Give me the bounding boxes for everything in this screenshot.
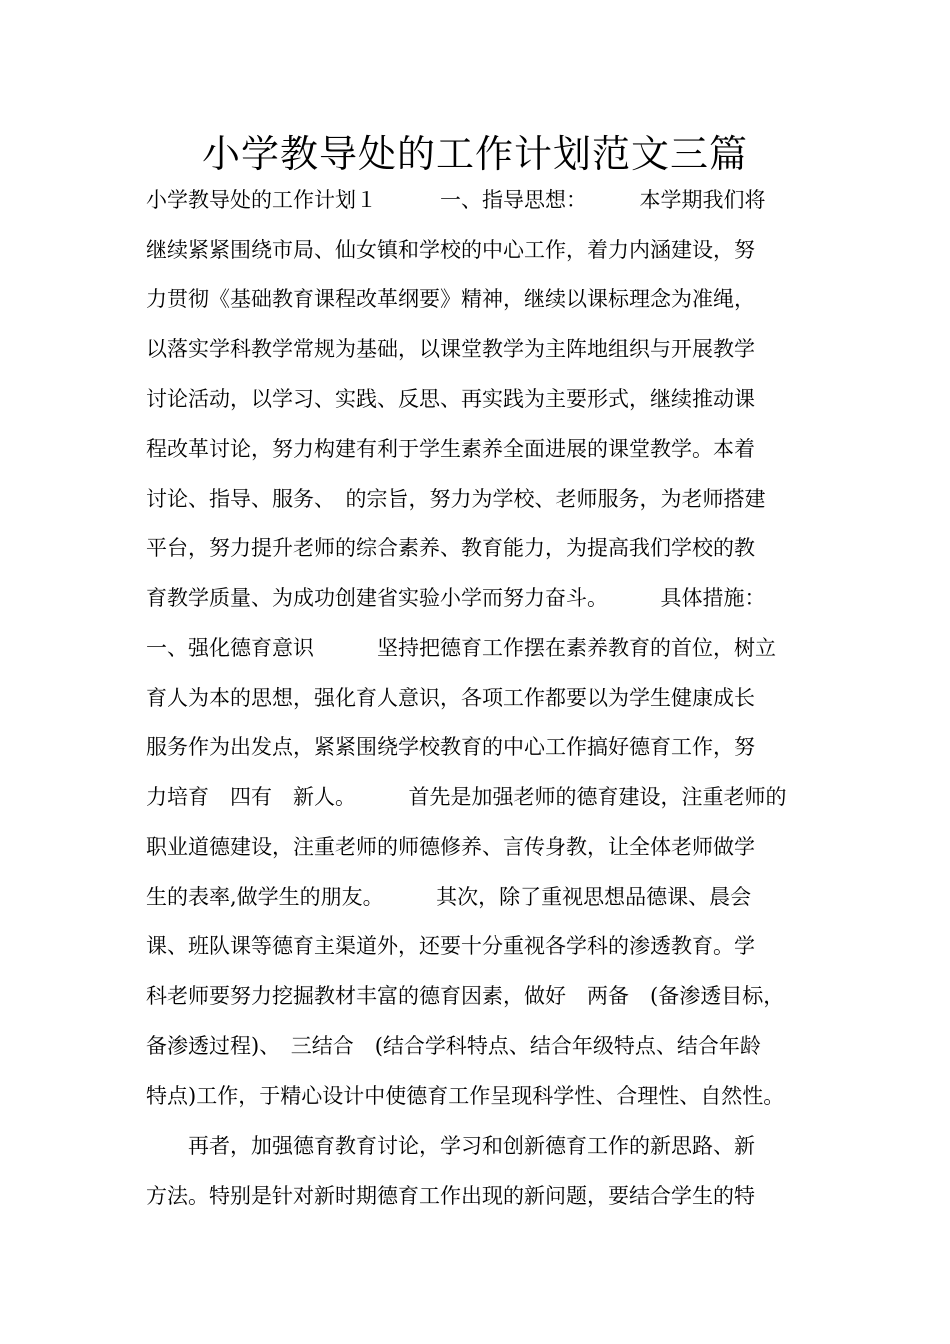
body-line-10: 一、强化德育意识 坚持把德育工作摆在素养教育的首位，树立 [146, 636, 776, 660]
body-line-3: 力贯彻《基础教育课程改革纲要》精神，继续以课标理念为准绳， [146, 287, 755, 311]
body-line-12: 服务作为出发点，紧紧围绕学校教育的中心工作搞好德育工作，努 [146, 735, 755, 759]
body-line-7: 讨论、指导、服务、 的宗旨，努力为学校、老师服务，为老师搭建 [146, 487, 766, 511]
body-line-20: 再者，加强德育教育讨论，学习和创新德育工作的新思路、新 [146, 1134, 755, 1158]
body-line-5: 讨论活动，以学习、实践、反思、再实践为主要形式，继续推动课 [146, 387, 755, 411]
body-line-19: 特点)工作，于精心设计中使德育工作呈现科学性、合理性、自然性。 [146, 1084, 785, 1108]
body-line-16: 课、班队课等德育主渠道外，还要十分重视各学科的渗透教育。学 [146, 934, 755, 958]
body-line-21: 方法。特别是针对新时期德育工作出现的新问题，要结合学生的特 [146, 1184, 755, 1208]
body-line-6: 程改革讨论，努力构建有利于学生素养全面进展的课堂教学。本着 [146, 437, 755, 461]
body-line-11: 育人为本的思想，强化育人意识，各项工作都要以为学生健康成长 [146, 686, 755, 710]
body-line-9: 育教学质量、为成功创建省实验小学而努力奋斗。 具体措施： [146, 586, 766, 610]
body-line-17: 科老师要努力挖掘教材丰富的德育因素，做好 两备 (备渗透目标， [146, 984, 785, 1008]
body-line-8: 平台，努力提升老师的综合素养、教育能力，为提高我们学校的教 [146, 536, 755, 560]
body-line-18: 备渗透过程)、 三结合 (结合学科特点、结合年级特点、结合年龄 [146, 1034, 761, 1058]
body-line-2: 继续紧紧围绕市局、仙女镇和学校的中心工作，着力内涵建设，努 [146, 238, 755, 262]
document-title: 小学教导处的工作计划范文三篇 [201, 132, 748, 176]
body-line-1: 小学教导处的工作计划１ 一、指导思想： 本学期我们将 [146, 188, 766, 212]
body-line-13: 力培育 四有 新人。 首先是加强老师的德育建设，注重老师的 [146, 785, 787, 809]
body-line-4: 以落实学科教学常规为基础，以课堂教学为主阵地组织与开展教学 [146, 337, 755, 361]
body-line-15: 生的表率,做学生的朋友。 其次，除了重视思想品德课、晨会 [146, 885, 752, 909]
body-line-14: 职业道德建设，注重老师的师德修养、言传身教，让全体老师做学 [146, 835, 755, 859]
